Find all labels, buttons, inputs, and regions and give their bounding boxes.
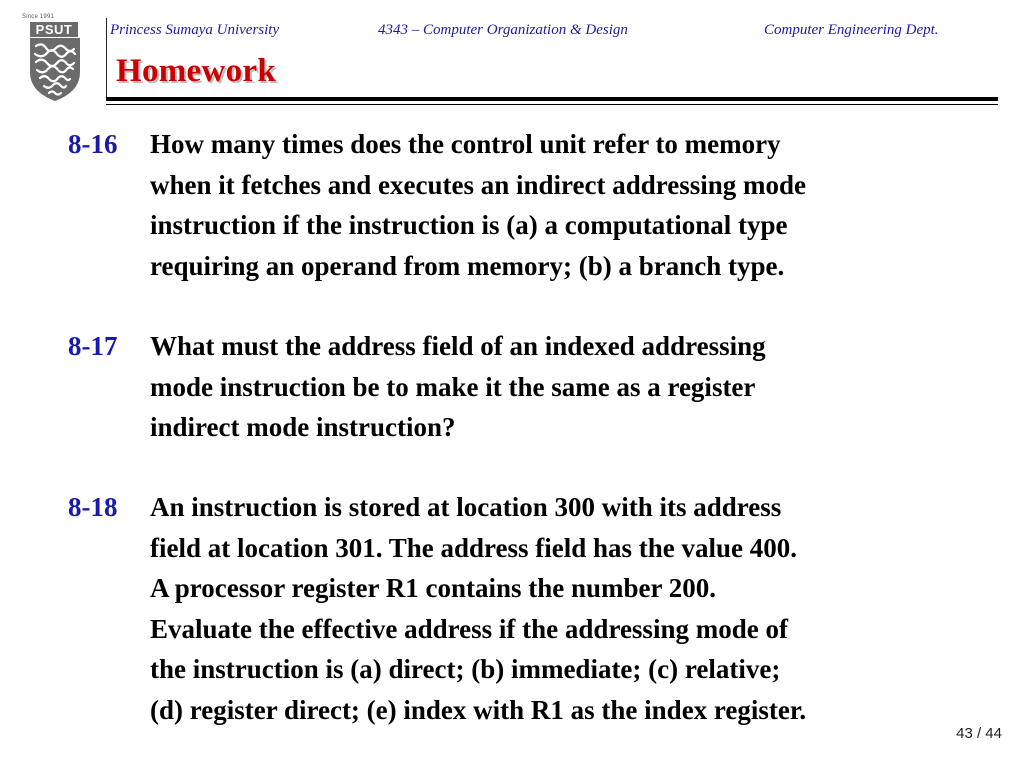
header-course: 4343 – Computer Organization & Design: [378, 22, 628, 38]
problem-line: How many times does the control unit refer to memory: [150, 129, 781, 159]
problem-line: mode instruction be to make it the same as a register: [150, 371, 756, 402]
problem-number: 8-16: [68, 129, 118, 159]
problem-line: when it fetches and executes an indirect addressing mode: [150, 169, 806, 200]
problem-line: What must the address field of an indexed addressing: [150, 331, 766, 361]
problem-text: [150, 487, 990, 730]
problem-line: instruction if the instruction is (a) a computational type: [150, 210, 788, 240]
problem-line: the instruction is (a) direct; (b) immediate; (c) relative;: [150, 654, 781, 684]
problem-line: Evaluate the effective address if the addressing mode of: [150, 613, 788, 644]
problem-line: requiring an operand from memory; (b) a branch type.: [150, 250, 785, 281]
problem-number: 8-17: [68, 331, 118, 361]
header-university: Princess Sumaya University: [110, 22, 280, 38]
problem-text: [150, 326, 990, 448]
problem-line: An instruction is stored at location 300 with its address: [150, 492, 782, 522]
problem-line: field at location 301. The address field has the value 400.: [150, 532, 798, 563]
page-number: 43 / 44: [956, 725, 1002, 742]
header-rule-thin: [106, 104, 998, 105]
problem-line: (d) register direct; (e) index with R1 as the index register.: [150, 694, 807, 725]
slide-title: Homework: [116, 53, 277, 89]
logo-wordmark: PSUT: [30, 22, 78, 37]
logo-emblem-icon: [28, 38, 82, 102]
logo-since-text: Since 1991: [22, 14, 55, 20]
problem-number: 8-18: [68, 492, 118, 522]
problem-line: A processor register R1 contains the number 200.: [150, 573, 716, 603]
header-rule-thick: [106, 97, 998, 101]
problem-text: [150, 124, 990, 286]
header-department: Computer Engineering Dept.: [764, 22, 939, 38]
header-vertical-divider: [106, 18, 107, 100]
problem-line: indirect mode instruction?: [150, 412, 456, 442]
university-logo: [22, 14, 92, 104]
